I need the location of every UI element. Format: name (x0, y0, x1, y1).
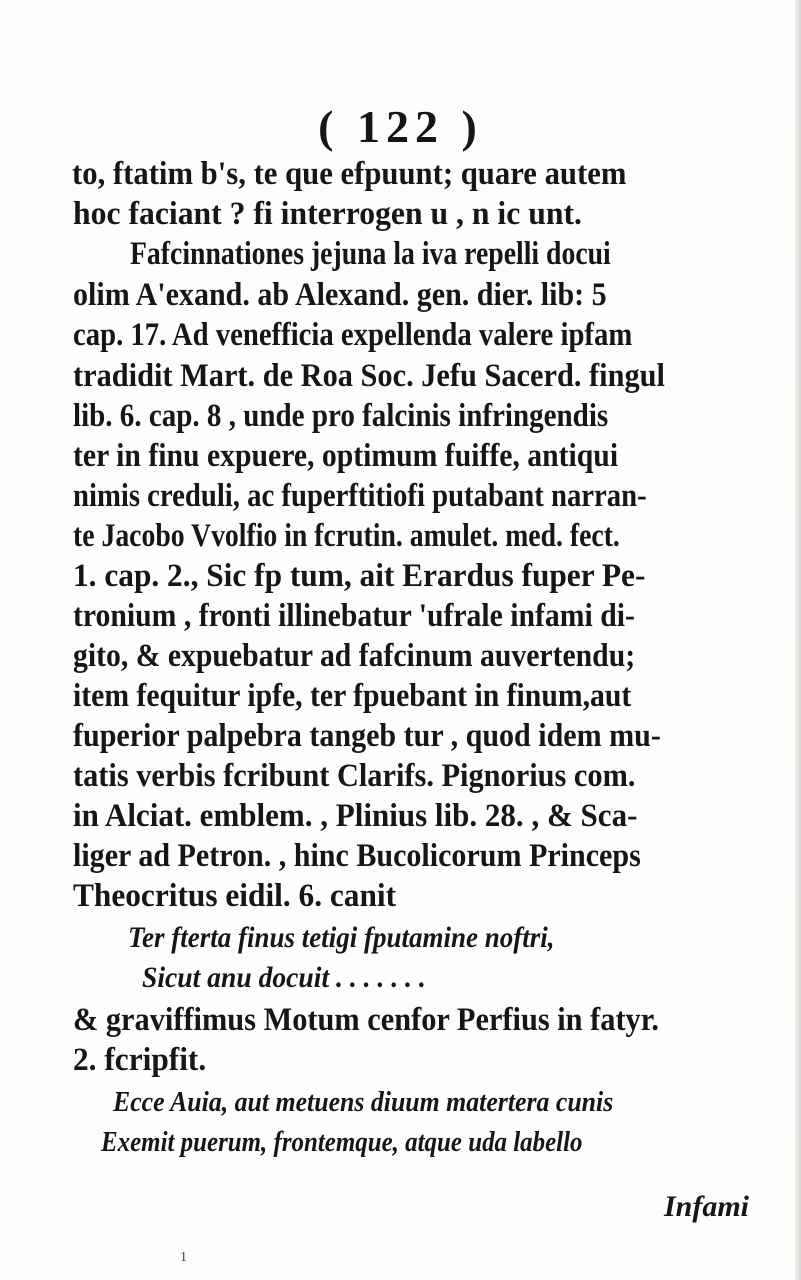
text-line: tronium , fronti illinebatur 'ufrale infami di- (73, 598, 635, 634)
text-line: to, ftatim b's, te que efpuunt; quare autem (72, 156, 627, 192)
text-line: hoc faciant ? fi interrogen u , n ic unt. (73, 196, 582, 232)
text-line: ter in finu expuere, optimum fuiffe, antiqui (73, 438, 619, 474)
text-line: te Jacobo Vvolfio in fcrutin. amulet. med. fect. (73, 518, 620, 554)
text-line: tatis verbis fcribunt Clarifs. Pignorius com. (73, 758, 636, 794)
text-line: 1. cap. 2., Sic fp tum, ait Erardus fuper Pe- (73, 558, 646, 594)
page-edge (795, 0, 801, 1280)
text-line: liger ad Petron. , hinc Bucolicorum Princeps (73, 838, 641, 874)
text-line: tradidit Mart. de Roa Soc. Jefu Sacerd. fingul (73, 358, 665, 394)
text-line: item fequitur ipfe, ter fpuebant in finum,aut (73, 678, 632, 714)
text-line: Fafcinnationes jejuna la iva repelli docui (130, 236, 611, 272)
text-line: olim A'exand. ab Alexand. gen. dier. lib: 5 (73, 277, 607, 313)
text-line: in Alciat. emblem. , Plinius lib. 28. , & Sca- (73, 798, 638, 834)
catchword: Infami (663, 1190, 749, 1223)
text-line: nimis creduli, ac fuperftitiofi putabant narran- (73, 478, 647, 514)
text-line: & graviffimus Motum cenfor Perfius in fatyr. (73, 1002, 660, 1038)
text-line: gito, & expuebatur ad fafcinum auvertendu; (73, 638, 636, 674)
text-line: Theocritus eidil. 6. canit (73, 878, 397, 914)
text-line: 2. fcripfit. (73, 1042, 207, 1078)
verse-line: Ter fterta finus tetigi fputamine noftri, (128, 921, 555, 954)
verse-line: Sicut anu docuit . . . . . . . (142, 961, 426, 994)
verse-line: Exemit puerum, frontemque, atque uda labello (101, 1126, 583, 1158)
verse-line: Ecce Auia, aut metuens diuum matertera cunis (113, 1086, 614, 1118)
signature-mark: 1 (180, 1250, 187, 1265)
text-line: lib. 6. cap. 8 , unde pro falcinis infringendis (73, 398, 609, 434)
text-line: fuperior palpebra tangeb tur , quod idem mu- (73, 718, 661, 754)
text-line: cap. 17. Ad venefficia expellenda valere ipfam (73, 317, 633, 353)
page-number: ( 122 ) (318, 101, 483, 152)
